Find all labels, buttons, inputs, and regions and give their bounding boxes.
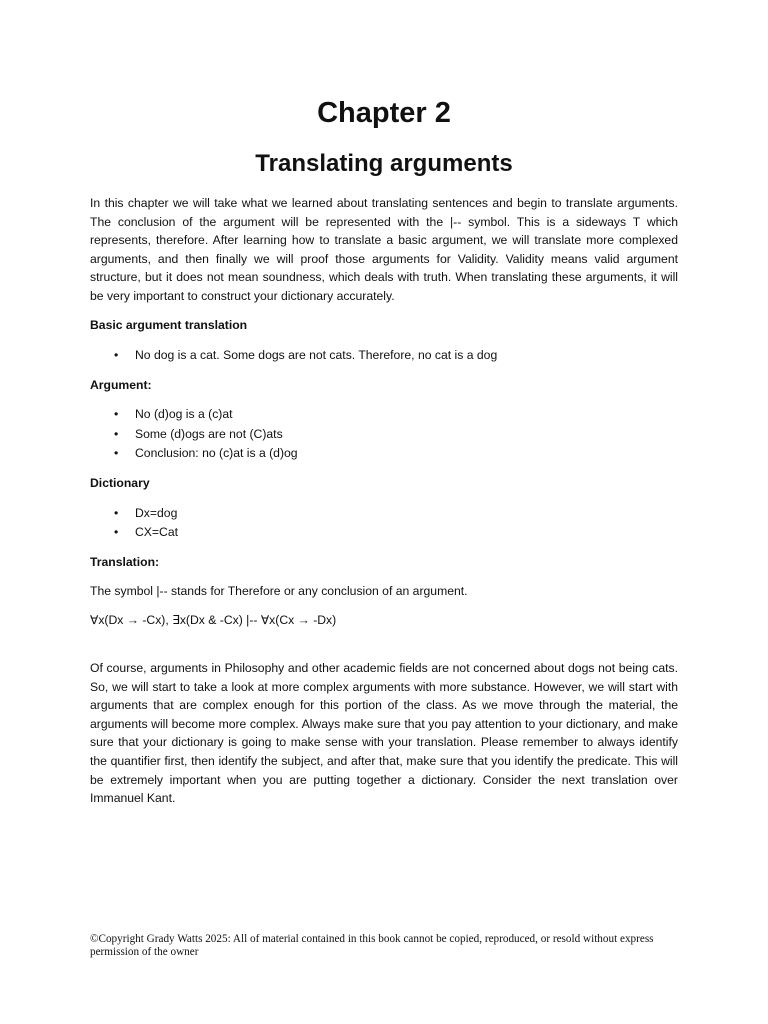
copyright-footer: ©Copyright Grady Watts 2025: All of material contained in this book cannot be copied, reproduced, or resold without express permission of the owner xyxy=(90,933,654,958)
list-item: • No (d)og is a (c)at xyxy=(135,405,678,425)
basic-argument-list xyxy=(90,346,678,366)
closing-paragraph: Of course, arguments in Philosophy and other academic fields are not concerned about dogs not being cats. So, we will start to take a look at more complex arguments with more substance. However, we will start with arguments that are complex enough for this portion of the class. As we move through the material, the arguments will become more complex. Always make sure that you pay attention to your dictionary, and make sure that your dictionary is going to make sense with your translation. Please remember to always identify the quantifier first, then identify the subject, and after that, make sure that you identify the predicate. This will be extremely important when you are putting together a dictionary. Consider the next translation over Immanuel Kant. xyxy=(90,661,678,806)
list-item: • Dx=dog xyxy=(135,504,678,524)
chapter-title: Chapter 2 xyxy=(317,97,451,129)
list-item: • CX=Cat xyxy=(135,523,678,543)
list-item: • Some (d)ogs are not (C)ats xyxy=(135,425,678,445)
section-title: Translating arguments xyxy=(255,150,513,177)
basic-argument-heading: Basic argument translation xyxy=(90,317,248,332)
argument-heading: Argument: xyxy=(90,377,152,392)
dictionary-list xyxy=(90,504,678,543)
translation-heading: Translation: xyxy=(90,555,160,570)
translation-formula: ∀x(Dx → -Cx), ∃x(Dx & -Cx) |-- ∀x(Cx → -Dx) xyxy=(90,613,337,628)
argument-list xyxy=(90,405,678,464)
list-item: • No dog is a cat. Some dogs are not cats. Therefore, no cat is a dog xyxy=(135,346,678,366)
document-body xyxy=(90,194,678,808)
list-item: • Conclusion: no (c)at is a (d)og xyxy=(135,444,678,464)
symbol-note: The symbol |-- stands for Therefore or any conclusion of an argument. xyxy=(90,584,468,599)
intro-paragraph: In this chapter we will take what we learned about translating sentences and begin to translate arguments. The conclusion of the argument will be represented with the |-- symbol. This is a sideways T which represents, therefore. After learning how to translate a basic argument, we will translate more complexed arguments, and then finally we will proof those arguments for Validity. Validity means valid argument structure, but it does not mean soundness, which deals with truth. When translating these arguments, it will be very important to construct your dictionary accurately. xyxy=(90,196,678,303)
dictionary-heading: Dictionary xyxy=(90,476,150,491)
